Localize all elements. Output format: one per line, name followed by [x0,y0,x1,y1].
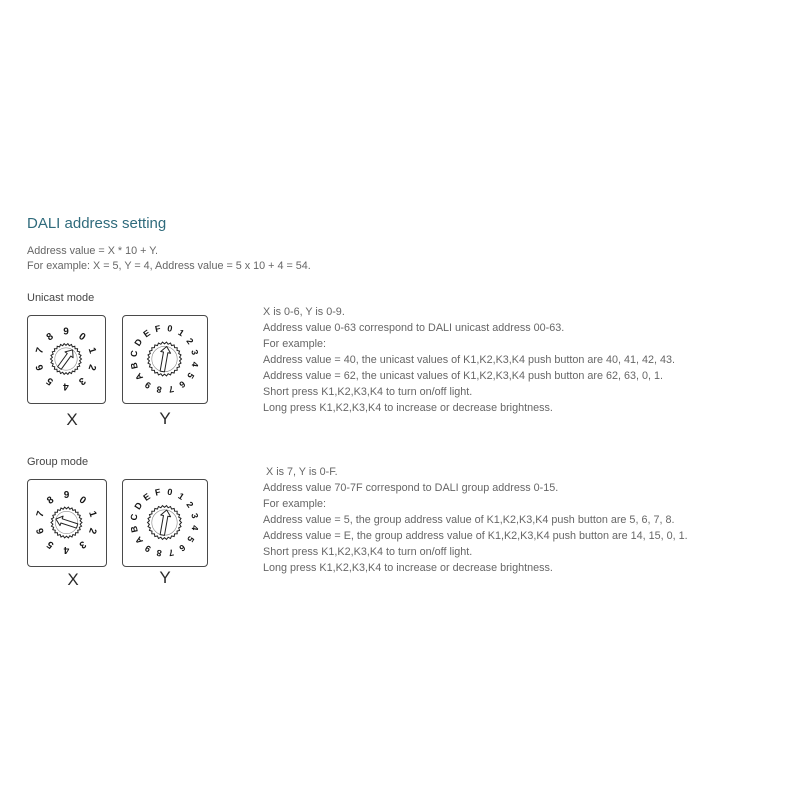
dial-digit: 5 [45,538,57,551]
dial-digit: 9 [143,379,153,391]
rotary-switch-y-unicast [122,315,208,404]
unicast-mode-heading: Unicast mode [27,292,95,304]
dial-digit: E [141,327,153,340]
dial-digit: 8 [44,331,56,344]
address-formula: Address value = X * 10 + Y. [27,245,159,257]
dial-label-y-unicast: Y [159,409,171,428]
dial-digit: 1 [85,346,98,356]
desc-line: Address value = 40, the unicast values of K1,K2,K3,K4 push button are 40, 41, 42, 43. [263,354,676,366]
rotary-switch-x-unicast [27,315,106,404]
group-mode-heading: Group mode [27,456,89,468]
dial-label-x-unicast: X [66,410,78,429]
dial-digit: 8 [45,494,57,507]
desc-line: Long press K1,K2,K3,K4 to increase or decrease brightness. [263,402,553,414]
dial-digit: C [128,513,140,522]
dial-digit: B [128,361,140,370]
rotary-dial-x-unicast [28,316,104,402]
dial-digit: F [154,486,162,498]
dial-digit: 6 [177,378,188,390]
desc-line: For example: [263,338,327,350]
address-formula-example: For example: X = 5, Y = 4, Address value = 5 x 10 + 4 = 54. [27,260,311,272]
rotary-switch-x-group [27,479,107,567]
desc-line: For example: [263,498,327,510]
dial-digit: 4 [189,361,201,368]
dial-digit: 5 [44,374,56,387]
dial-digit: 0 [166,486,174,498]
dial-digit: A [133,371,146,383]
dial-digit: 1 [176,327,186,339]
dial-digit: E [141,491,153,503]
page-title: DALI address setting [27,215,167,232]
dial-digit: 5 [185,534,197,544]
unicast-description [263,304,675,416]
dial-digit: 2 [184,336,196,347]
dial-digit: 6 [34,526,47,536]
dial-digit: 9 [63,326,69,338]
dial-digit: 7 [34,509,47,519]
rotary-dial-x-group [28,480,105,565]
dial-digit: 8 [155,384,163,395]
dial-digit: 2 [85,362,98,372]
dial-digit: 6 [177,542,188,554]
dial-digit: 9 [63,490,70,501]
dial-digit: 7 [167,383,175,395]
desc-line: Long press K1,K2,K3,K4 to increase or decrease brightness. [263,562,553,574]
dial-digit: 0 [166,323,174,334]
dial-digit: 7 [34,346,47,356]
dial-digit: 5 [185,370,197,381]
dial-digit: 1 [176,490,186,502]
rotary-switch-y-group [122,479,208,567]
dial-digit: D [132,336,145,348]
desc-line: Address value = 62, the unicast values of K1,K2,K3,K4 push button are 62, 63, 0, 1. [263,370,664,382]
dial-digit: 9 [143,543,153,555]
dial-digit: F [154,323,162,335]
desc-line: Short press K1,K2,K3,K4 to turn on/off light. [263,386,473,398]
dial-digit: 3 [76,374,88,387]
desc-line: Address value 0-63 correspond to DALI unicast address 00-63. [263,322,565,334]
dial-digit: D [132,500,145,512]
dial-digit: 2 [184,499,196,510]
dial-digit: A [133,534,146,546]
dial-digit: 0 [76,331,88,344]
desc-line: Short press K1,K2,K3,K4 to turn on/off light. [263,546,473,558]
desc-line: Address value = 5, the group address value of K1,K2,K3,K4 push button are 5, 6, 7, 8. [263,514,675,526]
dial-label-y-group: Y [159,568,171,587]
rotary-dial-y-group [123,480,206,565]
dial-digit: 7 [167,547,175,559]
desc-line: Address value = E, the group address value of K1,K2,K3,K4 push button are 14, 15, 0, 1. [263,530,688,542]
dial-digit: 4 [63,544,70,555]
dial-digit: 2 [86,526,99,536]
dial-digit: 6 [34,362,47,372]
dial-digit: 4 [189,524,201,532]
dial-digit: 8 [155,547,163,559]
group-description [263,464,688,576]
dial-digit: 3 [189,348,201,356]
dial-digit: 3 [189,512,201,520]
dial-digit: C [128,349,140,358]
dial-digit: 3 [76,538,88,551]
desc-line: X is 0-6, Y is 0-9. [263,306,345,318]
dial-digit: B [128,524,140,534]
address-formula-block [27,244,311,274]
desc-line: X is 7, Y is 0-F. [263,466,338,478]
dial-digit: 4 [63,380,69,392]
desc-line: Address value 70-7F correspond to DALI group address 0-15. [263,482,559,494]
dial-digit: 1 [86,509,99,519]
dial-label-x-group: X [67,570,79,589]
rotary-dial-y-unicast [123,316,206,402]
dial-digit: 0 [76,494,88,507]
